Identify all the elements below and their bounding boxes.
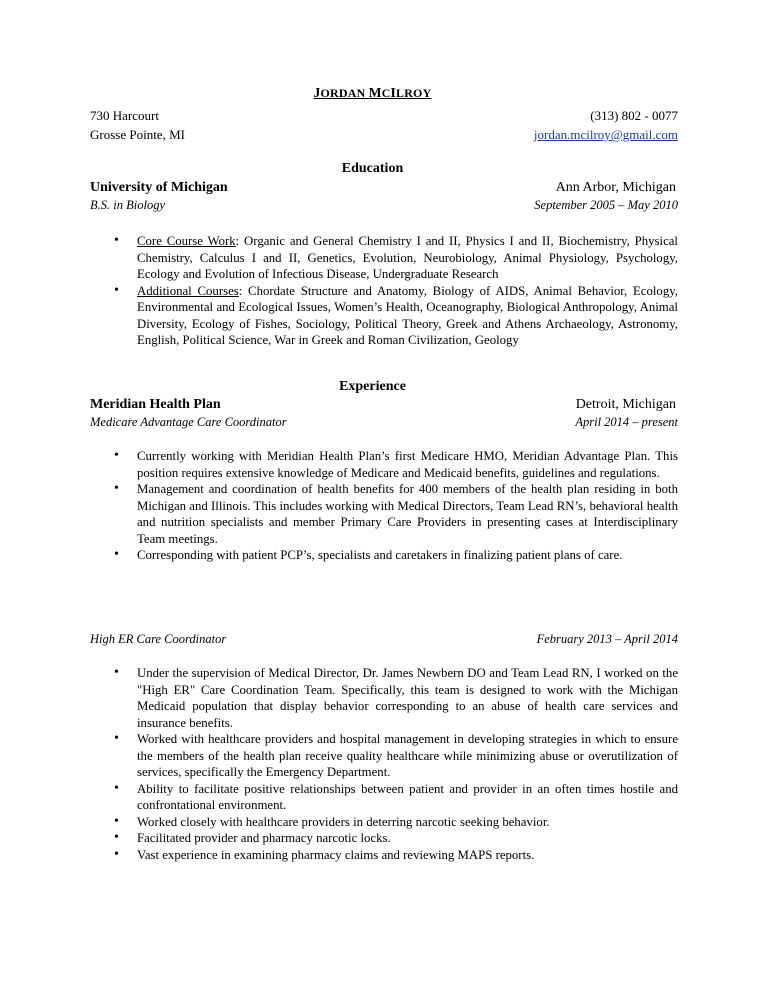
job2-title-row xyxy=(90,631,678,648)
education-heading: Education xyxy=(341,161,404,176)
job2-dates: February 2013 – April 2014 xyxy=(536,632,678,646)
email-link[interactable]: jordan.mcilroy@gmail.com xyxy=(533,127,678,142)
job1-dates: April 2014 – present xyxy=(575,415,678,429)
address-line-2: Grosse Pointe, MI xyxy=(90,127,185,142)
job1-title: Medicare Advantage Care Coordinator xyxy=(90,415,287,429)
list-item: • Under the supervision of Medical Director, Dr. James Newbern DO and Team Lead RN, I worked on the "High ER" Care Coordination Team. Specifically, this team is designed to work with the Michigan Medicaid population that display behavior corresponding to an abuse of health care services and insurance benefits. xyxy=(90,665,678,731)
employer-name: Meridian Health Plan xyxy=(90,397,221,412)
core-course-label: Core Course Work xyxy=(137,234,236,248)
list-item: • Management and coordination of health benefits for 400 members of the health plan residing in both Michigan and Illinois. This includes working with Medical Directors, Team Lead RN’s, behavioral health and nutrition specialists and member Primary Care Providers in presenting cases at Interdisciplinary Team meetings. xyxy=(90,481,678,547)
list-item: • Core Course Work: Organic and General Chemistry I and II, Physics I and II, Biochemistry, Physical Chemistry, Calculus I and II, Genetics, Evolution, Neurobiology, Animal Physiology, Psychology, Ecology and Evolution of Infectious Disease, Undergraduate Research xyxy=(90,233,678,283)
job1-bullets xyxy=(90,448,678,564)
degree: B.S. in Biology xyxy=(90,198,165,212)
list-item: • Additional Courses: Chordate Structure and Anatomy, Biology of AIDS, Animal Behavior, Ecology, Environmental and Ecological Issues, Women’s Health, Oceanography, Biological Anthropology, Animal Diversity, Ecology of Fishes, Sociology, Political Theory, Greek and Athens Archaeology, Astronomy, English, Political Science, War in Greek and Roman Civilization, Geology xyxy=(90,283,678,349)
list-item: • Worked with healthcare providers and hospital management in developing strategies in which to ensure the members of the health plan receive quality healthcare while minimizing abuse or overutilization of services, specifically the Emergency Department. xyxy=(90,731,678,781)
address-line-1: 730 Harcourt xyxy=(90,108,159,123)
contact-row-2 xyxy=(90,127,678,144)
contact-row-1 xyxy=(90,108,678,125)
list-item: • Worked closely with healthcare providers in deterring narcotic seeking behavior. xyxy=(90,814,678,831)
education-degree-row xyxy=(90,197,678,214)
experience-heading: Experience xyxy=(339,379,406,394)
additional-courses-label: Additional Courses xyxy=(137,283,239,298)
school-name: University of Michigan xyxy=(90,180,228,195)
list-item: • Corresponding with patient PCP’s, specialists and caretakers in finalizing patient plans of care. xyxy=(90,547,678,564)
job2-bullets xyxy=(90,665,678,863)
job1-title-row xyxy=(90,414,678,431)
school-location: Ann Arbor, Michigan xyxy=(555,180,676,195)
list-item: • Facilitated provider and pharmacy narcotic locks. xyxy=(90,830,678,847)
list-item: • Ability to facilitate positive relationships between patient and provider in an often times hostile and confrontational environment. xyxy=(90,781,678,814)
employer-row xyxy=(90,397,678,414)
education-school-row xyxy=(90,180,678,197)
phone: (313) 802 - 0077 xyxy=(590,108,678,123)
education-dates: September 2005 – May 2010 xyxy=(534,198,678,212)
job2-title: High ER Care Coordinator xyxy=(90,632,227,646)
employer-location: Detroit, Michigan xyxy=(575,397,676,412)
candidate-name: JORDAN MCILROY xyxy=(313,85,432,100)
education-list xyxy=(90,233,678,349)
list-item: • Currently working with Meridian Health Plan’s first Medicare HMO, Meridian Advantage Plan. This position requires extensive knowledge of Medicare and Medicaid benefits, guidelines and regulations. xyxy=(90,448,678,481)
list-item: • Vast experience in examining pharmacy claims and reviewing MAPS reports. xyxy=(90,847,678,864)
